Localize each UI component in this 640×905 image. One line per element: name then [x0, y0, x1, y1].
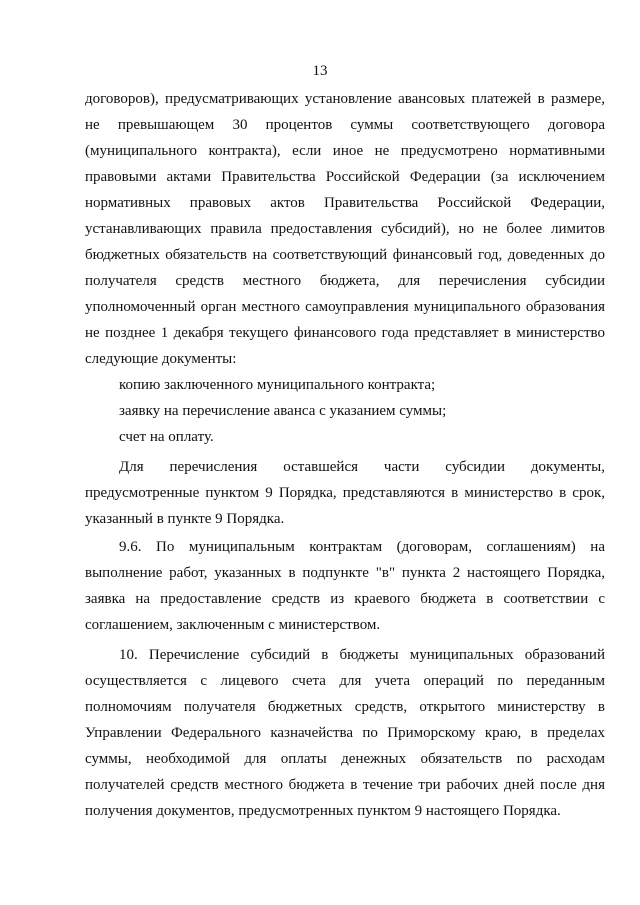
text-line: (муниципального контракта), если иное не предусмотрено нормативными: [85, 143, 605, 159]
text-line: 9.6. По муниципальным контрактам (договорам, соглашениям) на: [119, 539, 605, 555]
text-line: получателя средств местного бюджета, для перечисления субсидии: [85, 273, 605, 289]
text-line: счет на оплату.: [119, 429, 214, 445]
text-line: суммы, необходимой для оплаты денежных обязательств по расходам: [85, 751, 605, 767]
text-line: получения документов, предусмотренных пунктом 9 настоящего Порядка.: [85, 803, 561, 819]
text-line: бюджетных обязательств на соответствующий финансовый год, доведенных до: [85, 247, 605, 263]
text-line: соглашением, заключенным с министерством.: [85, 617, 381, 633]
text-line: договоров), предусматривающих установление авансовых платежей в размере,: [85, 91, 605, 107]
text-line: осуществляется с лицевого счета для учета операций по переданным: [85, 673, 605, 689]
text-line: Для перечисления оставшейся части субсидии документы,: [119, 459, 605, 475]
page-number: 13: [312, 63, 328, 79]
text-line: Управлении Федерального казначейства по Приморскому краю, в пределах: [85, 725, 605, 741]
text-line: предусмотренные пунктом 9 Порядка, представляются в министерство в срок,: [85, 485, 605, 501]
text-line: получателей средств местного бюджета в течение три рабочих дней после дня: [85, 777, 605, 793]
text-line: правовыми актами Правительства Российской Федерации (за исключением: [85, 169, 605, 185]
text-line: нормативных правовых актов Правительства Российской Федерации,: [85, 195, 605, 211]
text-line: заявка на предоставление средств из краевого бюджета в соответствии с: [85, 591, 605, 607]
text-line: не превышающем 30 процентов суммы соответствующего договора: [85, 117, 605, 133]
text-line: полномочиям получателя бюджетных средств, открытого министерству в: [85, 699, 605, 715]
text-line: указанный в пункте 9 Порядка.: [85, 511, 285, 527]
text-line: 10. Перечисление субсидий в бюджеты муниципальных образований: [119, 647, 605, 663]
text-line: заявку на перечисление аванса с указанием суммы;: [119, 403, 447, 419]
text-line: устанавливающих правила предоставления субсидий), но не более лимитов: [85, 221, 605, 237]
text-line: выполнение работ, указанных в подпункте "в" пункта 2 настоящего Порядка,: [85, 565, 605, 581]
text-line: уполномоченный орган местного самоуправления муниципального образования: [85, 299, 605, 315]
text-line: следующие документы:: [85, 351, 237, 367]
text-line: не позднее 1 декабря текущего финансового года представляет в министерство: [85, 325, 605, 341]
text-line: копию заключенного муниципального контракта;: [119, 377, 436, 393]
